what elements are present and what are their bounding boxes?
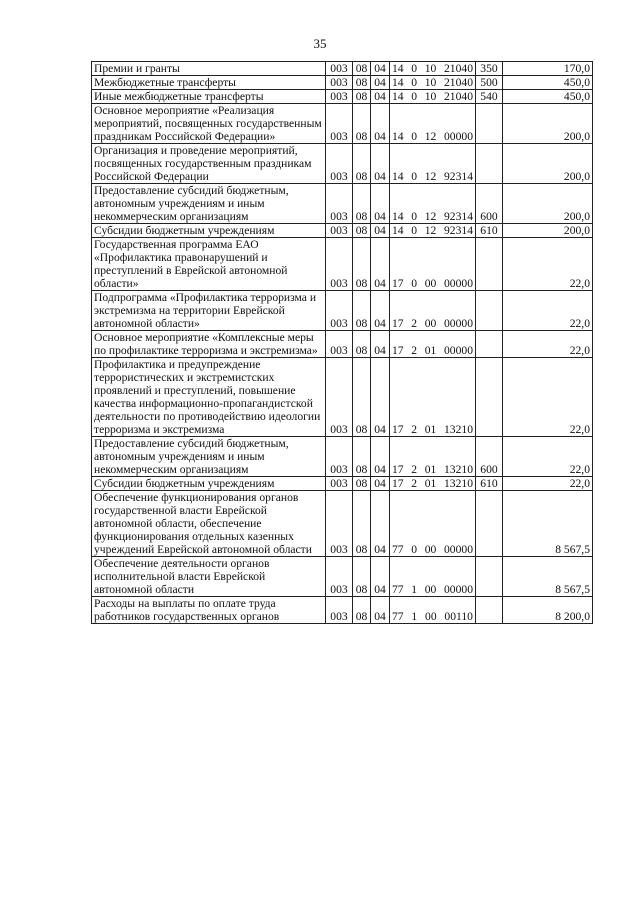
subsection-code: 04 [371,437,390,477]
target-article-parts [392,277,473,290]
target-article-part: 12 [424,130,437,143]
target-article-part: 00 [424,277,437,290]
target-article-part: 00110 [444,610,473,623]
ministry-code: 003 [326,491,353,557]
target-article-parts [392,76,473,89]
expense-type-code: 610 [476,477,503,491]
target-article-part: 0 [411,76,418,89]
target-article-part: 12 [424,170,437,183]
row-name: Организация и проведение мероприятий, посвященных государственным праздникам Российской Федерации [92,144,326,184]
section-code: 08 [353,331,371,358]
target-article-part: 77 [392,610,404,623]
expense-type-code [476,557,503,597]
target-article-part: 21040 [444,90,473,103]
target-article-part: 00000 [444,277,473,290]
target-article-part: 00000 [444,344,473,357]
table-row [92,597,593,624]
table-row [92,331,593,358]
row-name: Обеспечение деятельности органов исполнительной власти Еврейской автономной области [92,557,326,597]
subsection-code: 04 [371,184,390,224]
row-name: Субсидии бюджетным учреждениям [92,224,326,238]
ministry-code: 003 [326,238,353,291]
expense-type-code [476,597,503,624]
amount: 22,0 [503,477,593,491]
ministry-code: 003 [326,437,353,477]
target-article-part: 92314 [444,170,473,183]
target-article-part: 14 [392,170,404,183]
expense-type-code: 600 [476,184,503,224]
amount: 200,0 [503,104,593,144]
expense-type-code: 610 [476,224,503,238]
target-article-part: 01 [424,477,437,490]
amount: 22,0 [503,291,593,331]
amount: 450,0 [503,90,593,104]
expense-type-code: 350 [476,62,503,76]
subsection-code: 04 [371,144,390,184]
section-code: 08 [353,437,371,477]
target-article-part: 0 [411,210,418,223]
target-article-part: 13210 [444,423,473,436]
ministry-code: 003 [326,62,353,76]
target-article-part: 13210 [444,463,473,476]
page-number: 35 [313,36,327,51]
target-article-part: 00 [425,610,437,623]
section-code: 08 [353,477,371,491]
target-article-part: 0 [411,170,418,183]
section-code: 08 [353,491,371,557]
amount: 450,0 [503,76,593,90]
target-article-code [390,358,476,437]
target-article-part: 77 [392,543,404,556]
row-name: Премии и гранты [92,62,326,76]
amount: 22,0 [503,331,593,358]
subsection-code: 04 [371,597,390,624]
target-article-parts [392,610,473,623]
target-article-part: 92314 [444,210,473,223]
target-article-part: 17 [392,463,404,476]
row-name: Государственная программа ЕАО «Профилактика правонарушений и преступлений в Еврейской автономной области» [92,238,326,291]
section-code: 08 [353,104,371,144]
target-article-parts [392,344,473,357]
ministry-code: 003 [326,144,353,184]
row-name: Предоставление субсидий бюджетным, автономным учреждениям и иным некоммерческим организациям [92,184,326,224]
amount: 8 567,5 [503,491,593,557]
target-article-part: 01 [424,463,437,476]
target-article-code [390,331,476,358]
target-article-part: 17 [392,477,404,490]
subsection-code: 04 [371,358,390,437]
budget-table [91,61,593,624]
subsection-code: 04 [371,104,390,144]
expense-type-code [476,238,503,291]
target-article-part: 0 [411,224,418,237]
target-article-part: 1 [411,610,418,623]
subsection-code: 04 [371,491,390,557]
ministry-code: 003 [326,224,353,238]
section-code: 08 [353,90,371,104]
expense-type-code [476,291,503,331]
ministry-code: 003 [326,331,353,358]
target-article-part: 0 [411,90,418,103]
target-article-parts [392,210,473,223]
subsection-code: 04 [371,238,390,291]
subsection-code: 04 [371,477,390,491]
target-article-code [390,224,476,238]
target-article-part: 00 [424,583,437,596]
amount: 8 567,5 [503,557,593,597]
amount: 22,0 [503,358,593,437]
amount: 200,0 [503,144,593,184]
target-article-parts [392,543,473,556]
target-article-part: 10 [424,76,437,89]
target-article-part: 17 [392,317,404,330]
target-article-part: 01 [424,423,437,436]
target-article-part: 00000 [444,317,473,330]
expense-type-code [476,358,503,437]
table-row [92,238,593,291]
subsection-code: 04 [371,90,390,104]
target-article-parts [392,583,473,596]
target-article-part: 0 [411,543,418,556]
row-name: Основное мероприятие «Реализация мероприятий, посвященных государственным праздникам Российской Федерации» [92,104,326,144]
row-name: Обеспечение функционирования органов государственной власти Еврейской автономной области, обеспечение функционирования отдельных казенных учреждений Еврейской автономной области [92,491,326,557]
target-article-part: 10 [424,62,437,75]
budget-table-body [92,62,593,624]
target-article-parts [392,130,473,143]
ministry-code: 003 [326,358,353,437]
target-article-parts [392,170,473,183]
section-code: 08 [353,557,371,597]
ministry-code: 003 [326,104,353,144]
ministry-code: 003 [326,597,353,624]
table-row [92,491,593,557]
expense-type-code [476,491,503,557]
expense-type-code: 540 [476,90,503,104]
target-article-part: 00000 [444,543,473,556]
expense-type-code: 500 [476,76,503,90]
target-article-part: 2 [411,344,418,357]
subsection-code: 04 [371,331,390,358]
ministry-code: 003 [326,76,353,90]
row-name: Предоставление субсидий бюджетным, автономным учреждениям и иным некоммерческим организациям [92,437,326,477]
target-article-parts [392,477,473,490]
target-article-parts [392,90,473,103]
ministry-code: 003 [326,557,353,597]
target-article-part: 17 [392,277,404,290]
target-article-part: 21040 [444,62,473,75]
amount: 22,0 [503,238,593,291]
target-article-code [390,144,476,184]
section-code: 08 [353,76,371,90]
target-article-part: 2 [411,423,418,436]
target-article-code [390,491,476,557]
target-article-part: 00 [424,317,437,330]
target-article-code [390,62,476,76]
ministry-code: 003 [326,477,353,491]
target-article-part: 2 [411,477,418,490]
section-code: 08 [353,62,371,76]
section-code: 08 [353,358,371,437]
table-row [92,184,593,224]
target-article-part: 0 [411,62,418,75]
row-name: Межбюджетные трансферты [92,76,326,90]
target-article-part: 14 [392,90,404,103]
table-row [92,224,593,238]
subsection-code: 04 [371,62,390,76]
row-name: Подпрограмма «Профилактика терроризма и экстремизма на территории Еврейской автономной области» [92,291,326,331]
ministry-code: 003 [326,291,353,331]
target-article-parts [392,423,473,436]
section-code: 08 [353,291,371,331]
target-article-code [390,477,476,491]
ministry-code: 003 [326,90,353,104]
target-article-part: 21040 [444,76,473,89]
target-article-code [390,90,476,104]
target-article-code [390,76,476,90]
amount: 200,0 [503,184,593,224]
target-article-parts [392,463,473,476]
section-code: 08 [353,238,371,291]
target-article-part: 0 [411,130,418,143]
target-article-part: 14 [392,210,404,223]
target-article-part: 0 [411,277,418,290]
amount: 200,0 [503,224,593,238]
target-article-parts [392,317,473,330]
target-article-part: 2 [411,317,418,330]
target-article-part: 14 [392,76,404,89]
table-row [92,358,593,437]
target-article-code [390,184,476,224]
subsection-code: 04 [371,224,390,238]
target-article-part: 17 [392,344,404,357]
row-name: Иные межбюджетные трансферты [92,90,326,104]
target-article-part: 92314 [444,224,473,237]
amount: 22,0 [503,437,593,477]
target-article-part: 00 [424,543,437,556]
table-row [92,437,593,477]
subsection-code: 04 [371,291,390,331]
section-code: 08 [353,224,371,238]
subsection-code: 04 [371,76,390,90]
table-row [92,76,593,90]
table-row [92,477,593,491]
row-name: Субсидии бюджетным учреждениям [92,477,326,491]
row-name: Расходы на выплаты по оплате труда работников государственных органов [92,597,326,624]
target-article-part: 17 [392,423,404,436]
row-name: Основное мероприятие «Комплексные меры по профилактике терроризма и экстремизма» [92,331,326,358]
expense-type-code [476,331,503,358]
target-article-part: 12 [424,224,437,237]
amount: 170,0 [503,62,593,76]
expense-type-code: 600 [476,437,503,477]
table-row [92,291,593,331]
target-article-code [390,437,476,477]
table-row [92,144,593,184]
row-name: Профилактика и предупреждение террористических и экстремистских проявлений и преступлений, повышение качества информационно-пропагандистской деятельности по противодействию идеологии терроризма и экстремизма [92,358,326,437]
target-article-part: 00000 [444,583,473,596]
expense-type-code [476,144,503,184]
table-row [92,104,593,144]
target-article-part: 77 [392,583,404,596]
target-article-code [390,597,476,624]
target-article-code [390,557,476,597]
target-article-code [390,238,476,291]
target-article-part: 12 [424,210,437,223]
table-row [92,557,593,597]
amount: 8 200,0 [503,597,593,624]
target-article-part: 10 [424,90,437,103]
section-code: 08 [353,144,371,184]
subsection-code: 04 [371,557,390,597]
section-code: 08 [353,184,371,224]
target-article-parts [392,62,473,75]
target-article-part: 14 [392,224,404,237]
target-article-code [390,291,476,331]
section-code: 08 [353,597,371,624]
target-article-part: 00000 [444,130,473,143]
ministry-code: 003 [326,184,353,224]
target-article-part: 2 [411,463,418,476]
target-article-part: 14 [392,62,404,75]
table-row [92,62,593,76]
target-article-part: 14 [392,130,404,143]
target-article-part: 13210 [444,477,473,490]
table-row [92,90,593,104]
target-article-part: 01 [424,344,437,357]
target-article-code [390,104,476,144]
target-article-part: 1 [411,583,418,596]
expense-type-code [476,104,503,144]
target-article-parts [392,224,473,237]
